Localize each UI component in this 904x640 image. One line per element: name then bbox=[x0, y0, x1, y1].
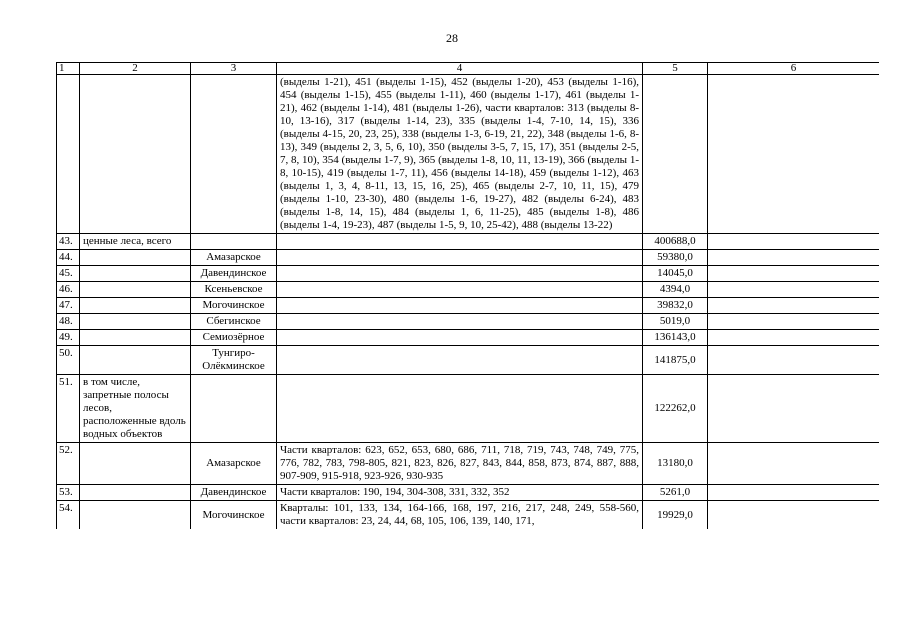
row-number-cell: 45. bbox=[57, 266, 80, 282]
table-row bbox=[57, 234, 880, 250]
forest-table bbox=[56, 62, 879, 529]
area-cell: 5261,0 bbox=[643, 485, 708, 501]
row-number-cell: 54. bbox=[57, 501, 80, 530]
page-number: 28 bbox=[446, 31, 458, 45]
forestry-cell bbox=[191, 375, 277, 443]
column-number-row bbox=[57, 63, 880, 75]
notes-cell bbox=[708, 250, 880, 266]
quarters-cell bbox=[277, 234, 643, 250]
category-cell bbox=[80, 330, 191, 346]
notes-cell bbox=[708, 234, 880, 250]
row-number-cell: 47. bbox=[57, 298, 80, 314]
category-cell bbox=[80, 282, 191, 298]
notes-cell bbox=[708, 346, 880, 375]
notes-cell bbox=[708, 282, 880, 298]
table-row bbox=[57, 330, 880, 346]
row-number-cell: 43. bbox=[57, 234, 80, 250]
row-number-cell: 51. bbox=[57, 375, 80, 443]
quarters-cell bbox=[277, 346, 643, 375]
notes-cell bbox=[708, 375, 880, 443]
area-cell: 4394,0 bbox=[643, 282, 708, 298]
table-row bbox=[57, 375, 880, 443]
forestry-cell bbox=[191, 75, 277, 234]
quarters-cell bbox=[277, 298, 643, 314]
continuation-row bbox=[57, 75, 880, 234]
category-cell bbox=[80, 314, 191, 330]
table-row bbox=[57, 282, 880, 298]
quarters-cell bbox=[277, 250, 643, 266]
notes-cell bbox=[708, 443, 880, 485]
forestry-cell: Давендинское bbox=[191, 266, 277, 282]
table-row bbox=[57, 346, 880, 375]
area-cell: 19929,0 bbox=[643, 501, 708, 530]
category-cell: в том числе, запретные полосы лесов, расположенные вдоль водных объектов bbox=[80, 375, 191, 443]
forestry-cell: Давендинское bbox=[191, 485, 277, 501]
area-cell: 122262,0 bbox=[643, 375, 708, 443]
category-cell bbox=[80, 266, 191, 282]
row-number-cell: 46. bbox=[57, 282, 80, 298]
category-cell bbox=[80, 485, 191, 501]
area-cell: 141875,0 bbox=[643, 346, 708, 375]
table-row bbox=[57, 314, 880, 330]
area-cell: 39832,0 bbox=[643, 298, 708, 314]
quarters-cell bbox=[277, 314, 643, 330]
category-cell bbox=[80, 75, 191, 234]
table-row bbox=[57, 501, 880, 530]
forestry-cell: Тунгиро-Олёкминское bbox=[191, 346, 277, 375]
category-cell bbox=[80, 250, 191, 266]
area-cell bbox=[643, 75, 708, 234]
column-number: 1 bbox=[57, 63, 80, 75]
forestry-cell: Амазарское bbox=[191, 443, 277, 485]
area-cell: 400688,0 bbox=[643, 234, 708, 250]
table-row bbox=[57, 250, 880, 266]
column-number: 2 bbox=[80, 63, 191, 75]
forestry-cell: Могочинское bbox=[191, 501, 277, 530]
quarters-cell bbox=[277, 266, 643, 282]
notes-cell bbox=[708, 75, 880, 234]
notes-cell bbox=[708, 298, 880, 314]
category-cell bbox=[80, 501, 191, 530]
notes-cell bbox=[708, 266, 880, 282]
forestry-cell: Ксеньевское bbox=[191, 282, 277, 298]
table-row bbox=[57, 485, 880, 501]
column-number: 6 bbox=[708, 63, 880, 75]
area-cell: 136143,0 bbox=[643, 330, 708, 346]
row-number-cell: 44. bbox=[57, 250, 80, 266]
notes-cell bbox=[708, 485, 880, 501]
table-row bbox=[57, 298, 880, 314]
row-number-cell: 50. bbox=[57, 346, 80, 375]
forestry-cell bbox=[191, 234, 277, 250]
forest-table-container bbox=[56, 62, 879, 640]
quarters-cell: (выделы 1-21), 451 (выделы 1-15), 452 (выделы 1-20), 453 (выделы 1-16), 454 (выделы 1-15), 455 (выделы 1-11), 460 (выделы 1-17), 461 (выделы 1-21), 462 (выделы 1-14), 481 (выделы 1-26), части кварталов: 313 (выделы 8-10, 13-16), 317 (выделы 1-14, 23), 335 (выделы 1-4, 7-10, 14, 15), 336 (выделы 4-15, 20, 23, 25), 338 (выделы 1-3, 6-19, 21, 22), 348 (выделы 1-6, 8-13), 349 (выделы 2, 3, 5, 6, 10), 350 (выделы 3-5, 7, 15, 17), 351 (выделы 2-5, 7, 8, 10), 354 (выделы 1-7, 9), 365 (выделы 1-8, 10, 11, 13-19), 366 (выделы 1-8, 10-15), 419 (выделы 1-7, 11), 456 (выделы 14-18), 459 (выделы 1-12), 463 (выделы 1, 3, 4, 8-11, 13, 15, 16, 25), 465 (выделы 2-7, 10, 11, 15), 479 (выделы 1-10, 23-30), 480 (выделы 1-6, 19-27), 482 (выделы 6-24), 483 (выделы 1-8, 14, 15), 484 (выделы 1, 6, 11-25), 485 (выделы 1-8), 486 (выделы 1-4, 19-23), 487 (выделы 1-5, 9, 10, 25-42), 488 (выделы 13-22) bbox=[277, 75, 643, 234]
quarters-cell bbox=[277, 330, 643, 346]
notes-cell bbox=[708, 501, 880, 530]
quarters-cell: Кварталы: 101, 133, 134, 164-166, 168, 197, 216, 217, 248, 249, 558-560, части кварталов: 23, 24, 44, 68, 105, 106, 139, 140, 171, bbox=[277, 501, 643, 530]
area-cell: 13180,0 bbox=[643, 443, 708, 485]
category-cell: ценные леса, всего bbox=[80, 234, 191, 250]
column-number: 4 bbox=[277, 63, 643, 75]
notes-cell bbox=[708, 330, 880, 346]
area-cell: 5019,0 bbox=[643, 314, 708, 330]
forestry-cell: Амазарское bbox=[191, 250, 277, 266]
row-number-cell: 48. bbox=[57, 314, 80, 330]
quarters-cell: Части кварталов: 190, 194, 304-308, 331, 332, 352 bbox=[277, 485, 643, 501]
quarters-cell bbox=[277, 282, 643, 298]
table-row bbox=[57, 443, 880, 485]
row-number-cell: 53. bbox=[57, 485, 80, 501]
forestry-cell: Семиозёрное bbox=[191, 330, 277, 346]
forestry-cell: Сбегинское bbox=[191, 314, 277, 330]
notes-cell bbox=[708, 314, 880, 330]
column-number: 5 bbox=[643, 63, 708, 75]
category-cell bbox=[80, 346, 191, 375]
forestry-cell: Могочинское bbox=[191, 298, 277, 314]
category-cell bbox=[80, 443, 191, 485]
quarters-cell bbox=[277, 375, 643, 443]
table-row bbox=[57, 266, 880, 282]
row-number-cell: 49. bbox=[57, 330, 80, 346]
column-number: 3 bbox=[191, 63, 277, 75]
category-cell bbox=[80, 298, 191, 314]
area-cell: 14045,0 bbox=[643, 266, 708, 282]
quarters-cell: Части кварталов: 623, 652, 653, 680, 686, 711, 718, 719, 743, 748, 749, 775, 776, 782, 783, 798-805, 821, 823, 826, 827, 843, 844, 858, 873, 874, 887, 888, 907-909, 915-918, 923-926, 930-935 bbox=[277, 443, 643, 485]
area-cell: 59380,0 bbox=[643, 250, 708, 266]
row-number-cell bbox=[57, 75, 80, 234]
row-number-cell: 52. bbox=[57, 443, 80, 485]
